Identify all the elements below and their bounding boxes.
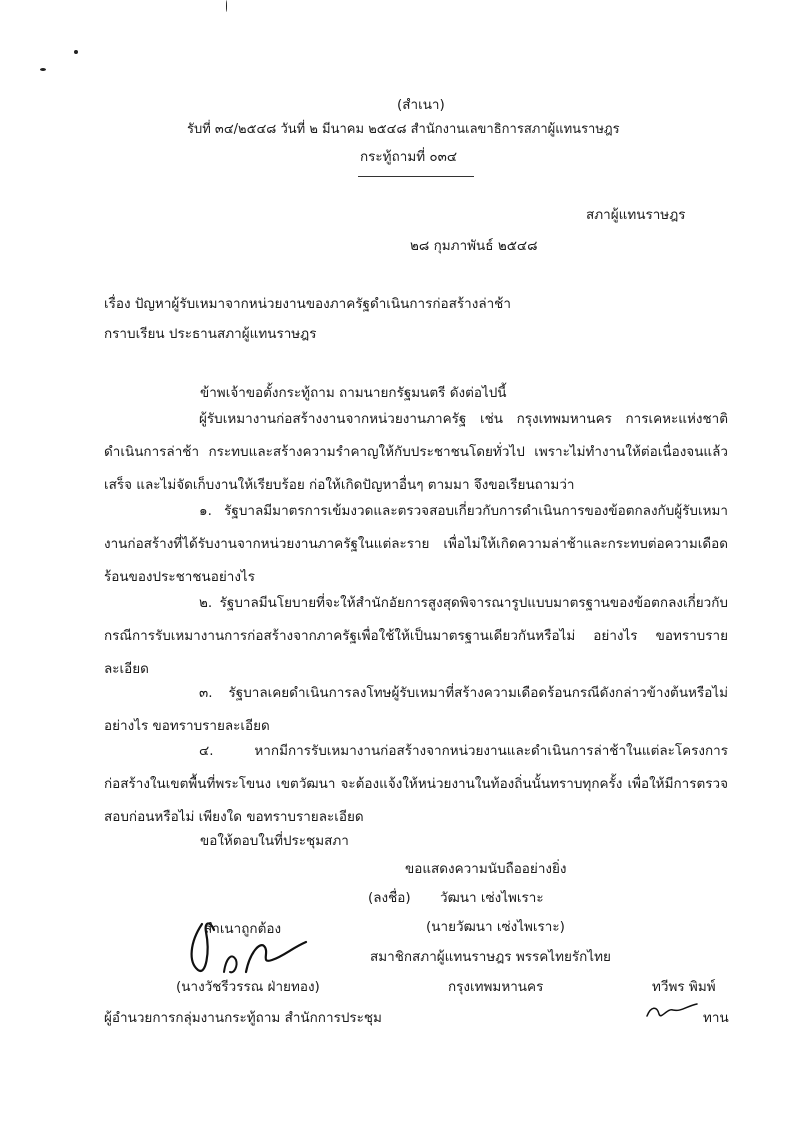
question-3: ๓. รัฐบาลเคยดำเนินการลงโทษผู้รับเหมาที่สร้างความเดือดร้อนกรณีดังกล่าวข้างต้นหรือไม่ อย่างไร ขอทราบรายละเอียด [104, 685, 728, 734]
typed-by: ทวีพร พิมพ์ [652, 979, 716, 995]
certified-copy-label: สำเนาถูกต้อง [204, 921, 282, 937]
document-date: ๒๘ กุมภาพันธ์ ๒๕๔๘ [410, 238, 538, 254]
member-full-name: (นายวัฒนา เซ่งไพเราะ) [426, 919, 565, 935]
member-position: สมาชิกสภาผู้แทนราษฎร พรรคไทยรักไทย [370, 949, 611, 965]
initials-mark [643, 1000, 699, 1022]
certifier-name: (นางวัชรีวรรณ ฝ่ายทอง) [176, 979, 320, 995]
certifier-title: ผู้อำนวยการกลุ่มงานกระทู้ถาม สำนักการประชุม [104, 1010, 382, 1026]
received-line: รับที่ ๓๔/๒๕๔๘ วันที่ ๒ มีนาคม ๒๕๔๘ สำนักงานเลขาธิการสภาผู้แทนราษฎร [187, 122, 620, 137]
scan-speck [226, 0, 227, 12]
signed-prefix: (ลงชื่อ) [368, 890, 411, 906]
question-1: ๑. รัฐบาลมีมาตรการเข้มงวดและตรวจสอบเกี่ยวกับการดำเนินการของข้อตกลงกับผู้รับเหมางานก่อสร้างที่ได้รับงานจากหน่วยงานภาครัฐในแต่ละราย เพื่อไม่ให้เกิดความล่าช้าและกระทบต่อความเดือดร้อนของประชาชนอย่างไร [104, 503, 728, 585]
respect-closing: ขอแสดงความนับถืออย่างยิ่ง [405, 861, 567, 877]
question-number: กระทู้ถามที่ ๐๓๔ [360, 149, 458, 165]
copy-label: (สำเนา) [397, 97, 445, 113]
scan-speck [74, 50, 78, 54]
closing-request: ขอให้ตอบในที่ประชุมสภา [200, 833, 349, 849]
header-divider [358, 176, 474, 177]
signed-name: วัฒนา เซ่งไพเราะ [440, 890, 544, 906]
intro-line: ข้าพเจ้าขอตั้งกระทู้ถาม ถามนายกรัฐมนตรี ดังต่อไปนี้ [200, 385, 507, 401]
checked-by: ทาน [703, 1010, 729, 1026]
question-2: ๒. รัฐบาลมีนโยบายที่จะให้สำนักอัยการสูงสุดพิจารณารูปแบบมาตรฐานของข้อตกลงเกี่ยวกับกรณีการรับเหมางานการก่อสร้างจากภาครัฐเพื่อใช้ให้เป็นมาตรฐานเดียวกันหรือไม่ อย่างไร ขอทราบรายละเอียด [104, 595, 728, 677]
question-4: ๔. หากมีการรับเหมางานก่อสร้างจากหน่วยงานและดำเนินการล่าช้าในแต่ละโครงการก่อสร้างในเขตพื้นที่พระโขนง เขตวัฒนา จะต้องแจ้งให้หน่วยงานในท้องถิ่นนั้นทราบทุกครั้ง เพื่อให้มีการตรวจสอบก่อนหรือไม่ เพียงใด ขอทราบรายละเอียด [104, 743, 728, 825]
handwritten-signature [180, 912, 310, 982]
salutation: กราบเรียน ประธานสภาผู้แทนราษฎร [104, 326, 317, 342]
sender-org: สภาผู้แทนราษฎร [586, 207, 686, 223]
subject-line: เรื่อง ปัญหาผู้รับเหมาจากหน่วยงานของภาครัฐดำเนินการก่อสร้างล่าช้า [104, 296, 511, 312]
constituency: กรุงเทพมหานคร [448, 979, 544, 995]
scan-speck [40, 68, 46, 71]
background-paragraph: ผู้รับเหมางานก่อสร้างงานจากหน่วยงานภาครัฐ เช่น กรุงเทพมหานคร การเคหะแห่งชาติ ดำเนินการล่าช้า กระทบและสร้างความรำคาญให้กับประชาชนโดยทั่วไป เพราะไม่ทำงานให้ต่อเนื่องจนแล้วเสร็จ และไม่จัดเก็บงานให้เรียบร้อย ก่อให้เกิดปัญหาอื่นๆ ตามมา จึงขอเรียนถามว่า [104, 411, 728, 493]
